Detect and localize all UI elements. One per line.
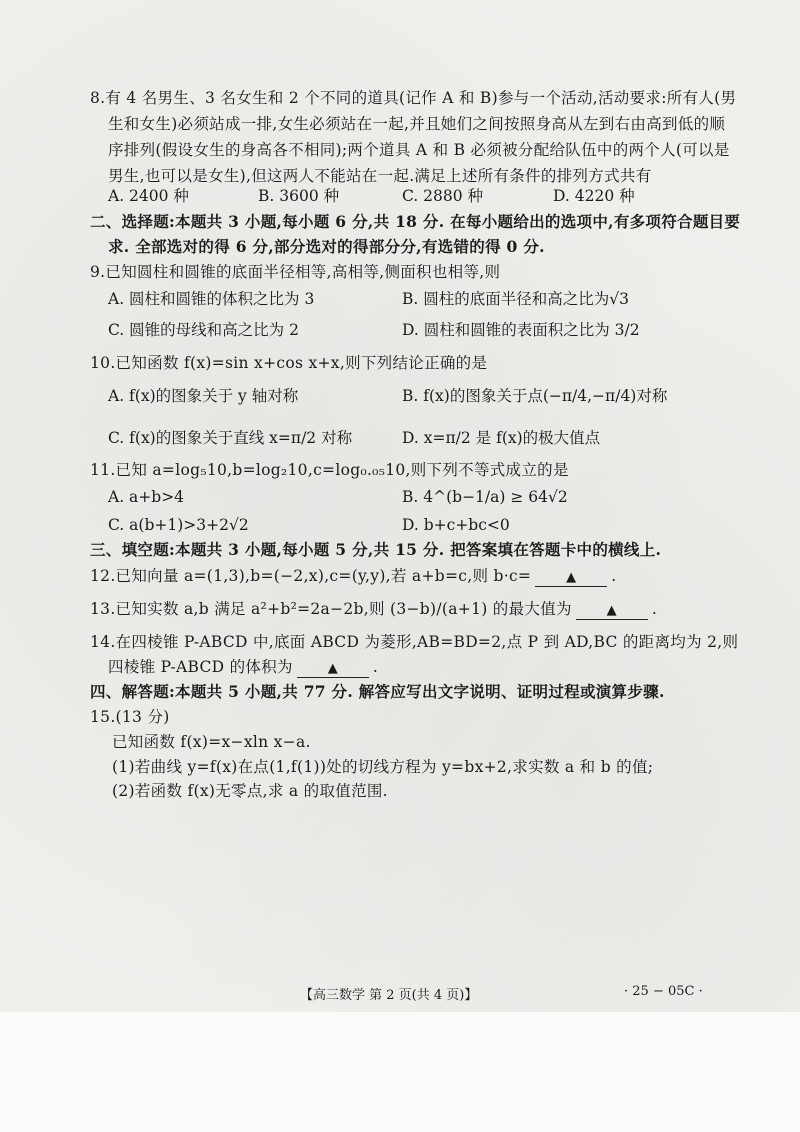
paper-code: · 25 − 05C · [624,984,703,999]
q15-title: 15.(13 分) [90,708,170,726]
page-footer: 【高三数学 第 2 页(共 4 页)】 [300,988,478,1003]
q12-text: 12.已知向量 a=(1,3),b=(−2,x),c=(y,y),若 a+b=c,则 b·c= [90,567,532,585]
q9-option-c: C. 圆锥的母线和高之比为 2 [108,321,299,339]
q10-option-a: A. f(x)的图象关于 y 轴对称 [108,387,299,405]
q9-stem: 9.已知圆柱和圆锥的底面半径相等,高相等,侧面积也相等,则 [90,263,501,281]
q15-line-1: 已知函数 f(x)=x−xln x−a. [112,733,311,751]
q13-answer-blank[interactable] [576,601,648,620]
section-2-heading-cont: 求. 全部选对的得 6 分,部分选对的得部分分,有选错的得 0 分. [108,237,545,256]
q13-text: 13.已知实数 a,b 满足 a²+b²=2a−2b,则 (3−b)/(a+1) 的最大值为 [90,600,572,618]
q14-end: . [372,658,379,676]
q14-answer-blank[interactable] [297,659,369,678]
section-2-heading: 二、选择题:本题共 3 小题,每小题 6 分,共 18 分. 在每小题给出的选项中,有多项符合题目要 [90,212,741,231]
q8-line-4: 男生,也可以是女生),但这两人不能站在一起.满足上述所有条件的排列方式共有 [108,167,652,185]
triangle-icon: ▲ [606,603,617,618]
q12-end: . [611,567,617,585]
q11-option-a: A. a+b>4 [108,488,185,506]
q10-option-d: D. x=π/2 是 f(x)的极大值点 [402,429,601,447]
triangle-icon: ▲ [566,570,577,585]
q13-end: . [651,600,658,618]
q12-answer-blank[interactable] [535,568,607,587]
q8-option-c: C. 2880 种 [402,187,484,205]
q11-option-c: C. a(b+1)>3+2√2 [108,516,249,534]
q11-stem: 11.已知 a=log₅10,b=log₂10,c=log₀.₀₅10,则下列不等式成立的是 [90,461,569,479]
q8-line-1: 8.有 4 名男生、3 名女生和 2 个不同的道具(记作 A 和 B)参与一个活动,活动要求:所有人(男 [90,89,737,107]
q15-line-2: (1)若曲线 y=f(x)在点(1,f(1))处的切线方程为 y=bx+2,求实数 a 和 b 的值; [112,758,654,776]
q10-option-c: C. f(x)的图象关于直线 x=π/2 对称 [108,429,353,447]
q9-option-d: D. 圆柱和圆锥的表面积之比为 3/2 [402,321,640,339]
q8-line-2: 生和女生)必须站成一排,女生必须站在一起,并且她们之间按照身高从左到右由高到低的顺 [108,115,726,133]
q14-text: 四棱锥 P-ABCD 的体积为 [108,658,293,676]
q11-option-d: D. b+c+bc<0 [402,516,510,534]
q14-line-2 [108,657,378,678]
q9-option-a: A. 圆柱和圆锥的体积之比为 3 [108,290,315,308]
q10-stem: 10.已知函数 f(x)=sin x+cos x+x,则下列结论正确的是 [90,354,488,372]
q9-option-b: B. 圆柱的底面半径和高之比为√3 [402,290,629,308]
q15-line-3: (2)若函数 f(x)无零点,求 a 的取值范围. [112,782,388,800]
section-3-heading: 三、填空题:本题共 3 小题,每小题 5 分,共 15 分. 把答案填在答题卡中的横线上. [90,540,662,559]
q8-option-a: A. 2400 种 [108,187,189,205]
q8-option-d: D. 4220 种 [553,187,635,205]
q12-line [90,566,616,587]
q13-line [90,599,657,620]
q14-line-1: 14.在四棱锥 P-ABCD 中,底面 ABCD 为菱形,AB=BD=2,点 P 到 AD,BC 的距离均为 2,则 [90,633,739,651]
triangle-icon: ▲ [327,661,338,676]
q8-line-3: 序排列(假设女生的身高各不相同);两个道具 A 和 B 必须被分配给队伍中的两个人(可以是 [108,141,730,159]
section-4-heading: 四、解答题:本题共 5 小题,共 77 分. 解答应写出文字说明、证明过程或演算步骤. [90,682,665,701]
q8-option-b: B. 3600 种 [258,187,340,205]
q10-option-b: B. f(x)的图象关于点(−π/4,−π/4)对称 [402,387,668,405]
q11-option-b: B. 4^(b−1/a) ≥ 64√2 [402,488,568,506]
page-bottom-margin [0,1012,800,1132]
